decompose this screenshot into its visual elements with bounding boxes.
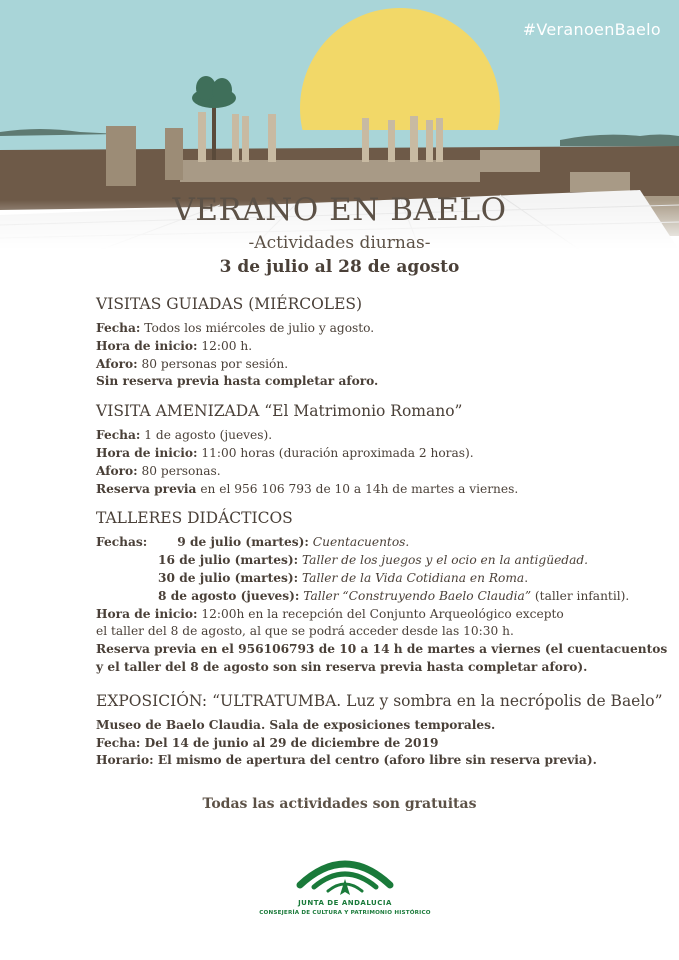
section-exposicion: [96, 691, 666, 770]
section-title: TALLERES DIDÁCTICOS: [96, 509, 293, 528]
taller-text: Taller “Construyendo Baelo Claudia”: [299, 588, 532, 603]
page-subtitle: -Actividades diurnas-: [248, 233, 431, 253]
label: Reserva previa: [96, 481, 197, 496]
expo-line: Fecha: Del 14 de junio al 29 de diciembre de 2019: [96, 735, 439, 750]
page-title: VERANO EN BAELO: [172, 192, 507, 228]
label: Aforo:: [96, 463, 138, 478]
label: Aforo:: [96, 356, 138, 371]
taller-note: (taller infantil).: [531, 588, 630, 603]
value: 1 de agosto (jueves).: [140, 428, 273, 443]
taller-text: Taller de los juegos y el ocio en la antigüedad.: [298, 553, 589, 568]
label: Hora de inicio:: [96, 445, 198, 460]
date-range: 3 de julio al 28 de agosto: [219, 257, 460, 277]
taller-date: 30 de julio (martes):: [158, 570, 299, 585]
activities-content: [96, 294, 666, 780]
label: Fecha:: [96, 428, 141, 443]
value: Todos los miércoles de julio y agosto.: [140, 321, 375, 335]
reserva-note: Sin reserva previa hasta completar aforo.: [96, 374, 379, 389]
expo-line: Horario: El mismo de apertura del centro (aforo libre sin reserva previa).: [96, 753, 597, 768]
taller-date: 9 de julio (martes):: [177, 535, 309, 550]
value: en el 956 106 793 de 10 a 14h de martes a viernes.: [196, 481, 519, 496]
hashtag: #VeranoenBaelo: [522, 20, 661, 39]
value: 11:00 horas (duración aproximada 2 horas).: [197, 445, 474, 460]
taller-note: .: [524, 570, 529, 585]
logo-name: JUNTA DE ANDALUCIA: [298, 899, 392, 907]
section-title: VISITAS GUIADAS (MIÉRCOLES): [96, 295, 363, 313]
value: 12:00h en la recepción del Conjunto Arqueológico excepto: [197, 606, 564, 621]
expo-line: Museo de Baelo Claudia. Sala de exposiciones temporales.: [96, 717, 496, 732]
taller-date: 8 de agosto (jueves):: [158, 588, 300, 603]
taller-text: Taller de la Vida Cotidiana en Roma: [298, 570, 525, 585]
section-title: EXPOSICIÓN: “ULTRATUMBA. Luz y sombra en la necrópolis de Baelo”: [96, 691, 663, 710]
section-talleres: [96, 508, 666, 676]
section-visita-amenizada: [96, 401, 666, 498]
value: 80 personas por sesión.: [137, 356, 289, 371]
section-title: VISITA AMENIZADA “El Matrimonio Romano”: [96, 402, 463, 421]
taller-date: 16 de julio (martes):: [158, 553, 299, 568]
taller-text: Cuentacuentos.: [308, 535, 410, 550]
label: Hora de inicio:: [96, 338, 198, 353]
label: Fechas:: [96, 535, 148, 550]
value: 12:00 h.: [197, 338, 253, 353]
label: Fecha:: [96, 321, 141, 335]
reserva-note: Reserva previa en el 956106793 de 10 a 14 h de martes a viernes (el cuentacuentos: [96, 642, 668, 657]
label: Hora de inicio:: [96, 606, 198, 621]
value: 80 personas.: [137, 463, 221, 478]
value: el taller del 8 de agosto, al que se podrá acceder desde las 10:30 h.: [96, 624, 514, 639]
logo-subtitle: CONSEJERÍA DE CULTURA Y PATRIMONIO HISTÓRICO: [259, 910, 431, 916]
reserva-note: y el taller del 8 de agosto son sin reserva previa hasta completar aforo).: [96, 659, 588, 674]
free-activities-note: Todas las actividades son gratuitas: [202, 796, 477, 812]
section-visitas-guiadas: [96, 294, 666, 391]
